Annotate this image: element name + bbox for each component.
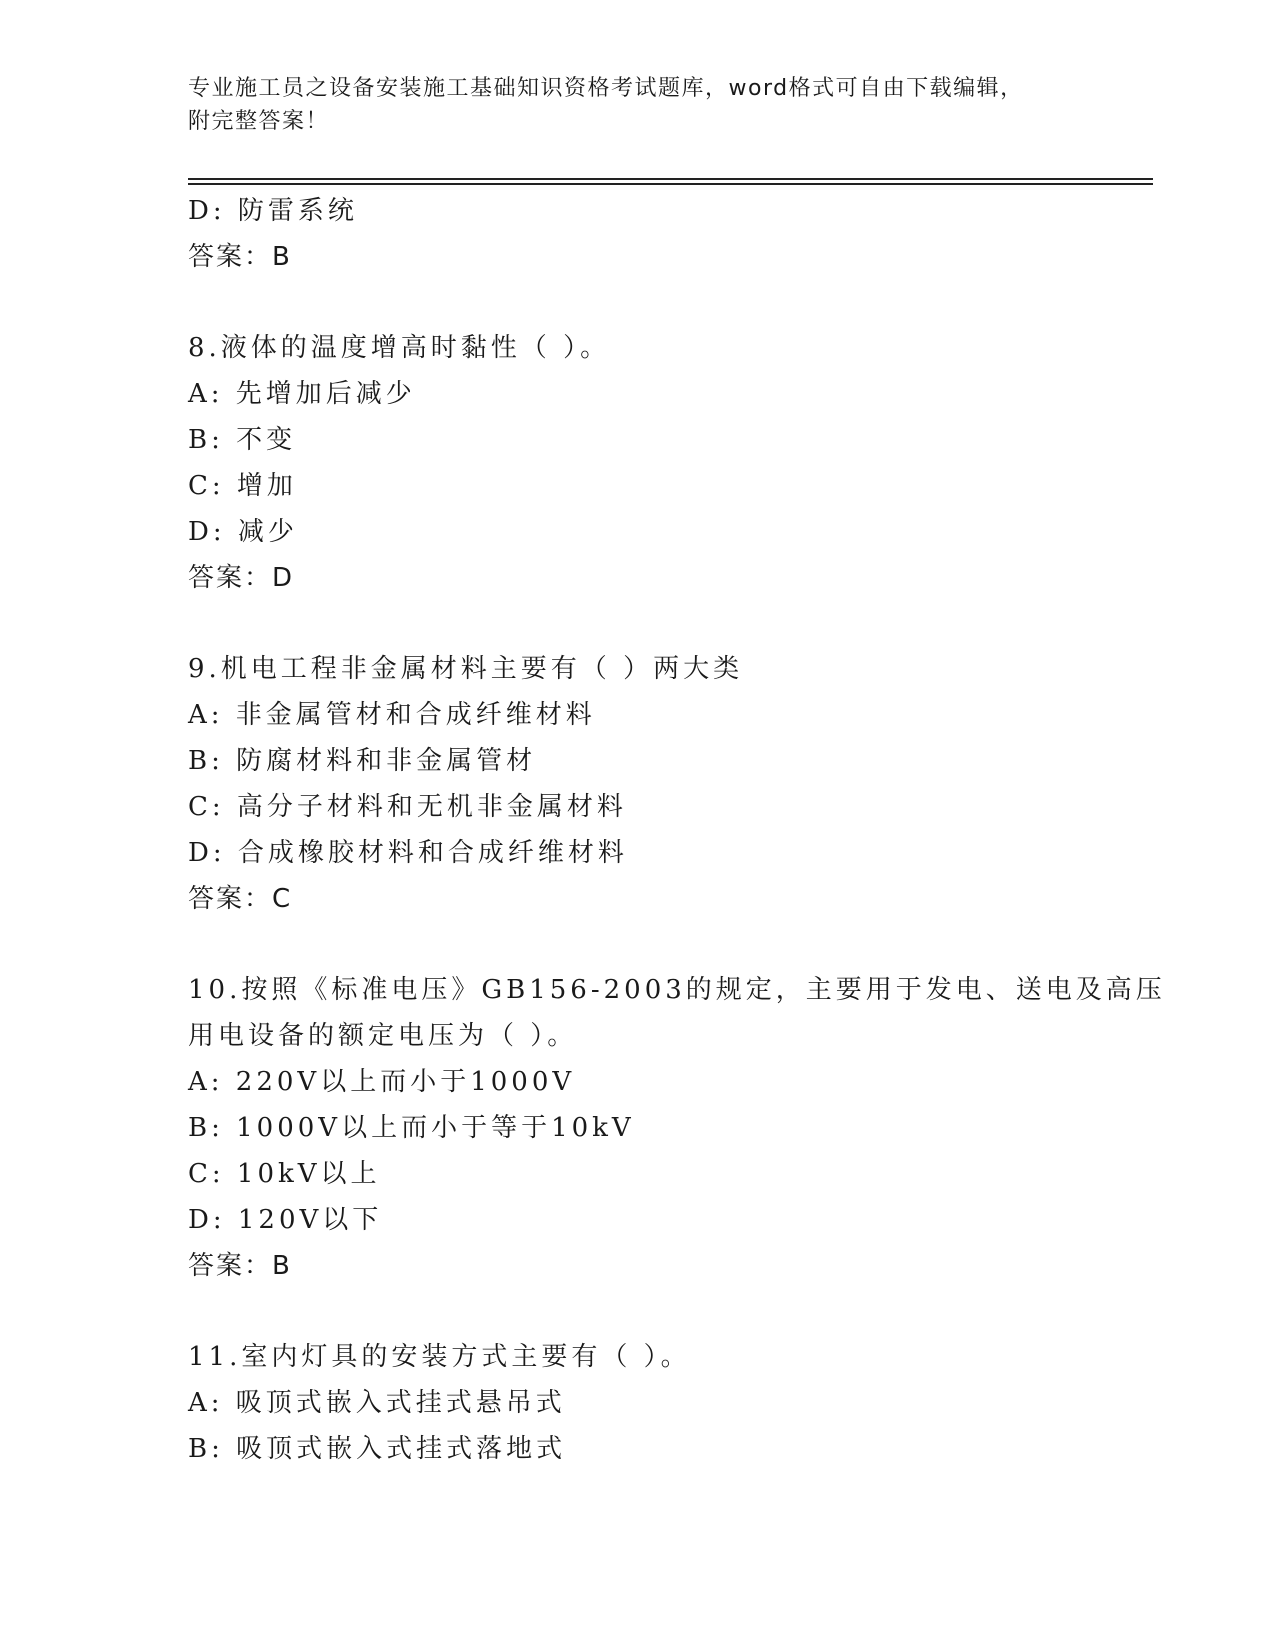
option-a: A: 220V以上而小于1000V [188,1067,576,1097]
question-9 [188,646,1138,922]
question-text: 9.机电工程非金属材料主要有（ ）两大类 [188,654,744,684]
question-11 [188,1334,1138,1472]
answer: 答案：D [188,563,295,593]
question-list [188,188,1166,1472]
option-a: A: 先增加后减少 [188,379,416,409]
option-c: C: 高分子材料和无机非金属材料 [188,792,627,822]
option-a: A: 吸顶式嵌入式挂式悬吊式 [188,1388,566,1418]
header-rule-top [188,178,1153,180]
option-b: B: 不变 [188,425,297,455]
header-line-1: 专业施工员之设备安装施工基础知识资格考试题库，word格式可自由下载编辑， [188,76,1024,101]
header-line-2: 附完整答案！ [188,109,330,134]
question-text: 11.室内灯具的安装方式主要有（ ）。 [188,1342,691,1372]
answer: 答案：C [188,884,293,914]
option-b: B: 吸顶式嵌入式挂式落地式 [188,1434,567,1464]
previous-question [188,188,1138,280]
option-c: C: 10kV以上 [188,1159,381,1189]
question-10 [188,967,1166,1289]
option-d: D: 减少 [188,517,298,547]
option-b: B: 1000V以上而小于等于10kV [188,1113,635,1143]
option-b: B: 防腐材料和非金属管材 [188,746,537,776]
header-rule-bottom [188,183,1153,185]
answer: 答案：B [188,1251,292,1281]
question-text-line-1: 10.按照《标准电压》GB156-2003的规定，主要用于发电、送电及高压 [188,975,1166,1005]
answer: 答案：B [188,242,292,272]
document-header [188,72,1088,138]
option-d: D: 120V以下 [188,1205,383,1235]
option-c: C: 增加 [188,471,297,501]
option-d: D: 防雷系统 [188,196,358,226]
question-8 [188,325,1138,601]
question-text: 8.液体的温度增高时黏性（ ）。 [188,333,611,363]
question-text-line-2: 用电设备的额定电压为（ ）。 [188,1021,578,1051]
option-d: D: 合成橡胶材料和合成纤维材料 [188,838,628,868]
option-a: A: 非金属管材和合成纤维材料 [188,700,596,730]
